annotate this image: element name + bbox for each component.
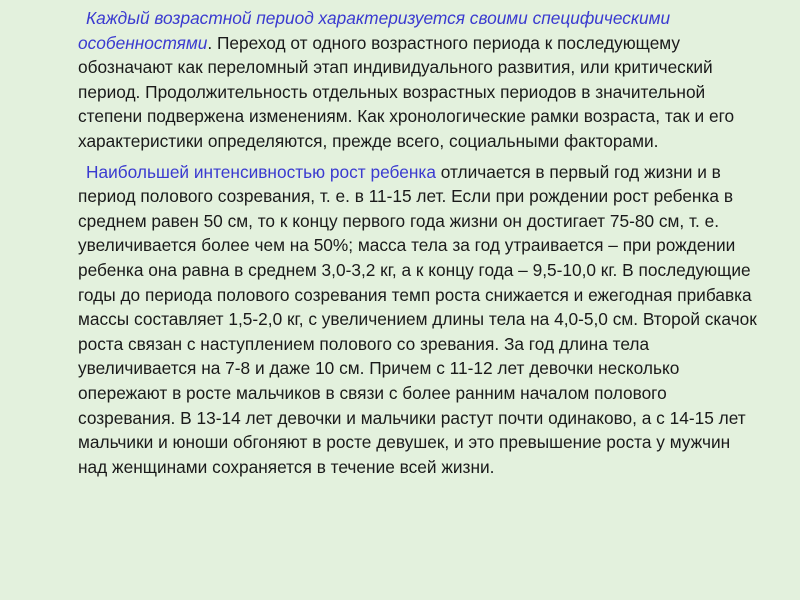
paragraph-2-highlight: Наибольшей интенсивностью рост ребенка — [86, 161, 436, 182]
paragraph-age-periods — [78, 6, 758, 154]
paragraph-2-text: отличается в первый год жизни и в период полового созревания, т. е. в 11-15 лет. Если при рождении рост ребенка в среднем равен 50 см, то к концу первого года жизни он достигает 75-80 см, т. е. увеличивается более чем на 50%; масса тела за год утраивается – при рождении ребенка она равна в среднем 3,0-3,2 кг, а к концу года – 9,5-10,0 кг. В последующие годы до периода полового созревания темп роста снижается и ежегодная прибавка массы составляет 1,5-2,0 кг, с увеличением длины тела на 4,0-5,0 см. Второй скачок роста связан с наступлением полового со зревания. За год длина тела увеличивается на 7-8 и даже 10 см. Причем с 11-12 лет девочки несколько опережают в росте мальчиков в связи с более ранним началом полового созревания. В 13-14 лет девочки и мальчики растут почти одинаково, а с 14-15 лет мальчики и юноши обгоняют в росте девушек, и это превышение роста у мужчин над женщинами сохраняется в течение всей жизни. — [78, 161, 757, 477]
paragraph-1-highlight: Каждый возрастной период характеризуется своими специфическими особенностями — [78, 8, 671, 53]
paragraph-1-text: . Переход от одного возрастного периода к последующему обозначают как переломный этап индивидуального развития, или критический период. Продолжительность отдельных возрастных периодов в значительной степени подвержена изменениям. Как хронологические рамки возраста, так и его характеристики определяются, прежде всего, социальными факторами. — [78, 32, 735, 151]
text-block — [78, 6, 758, 479]
paragraph-growth — [78, 160, 758, 480]
